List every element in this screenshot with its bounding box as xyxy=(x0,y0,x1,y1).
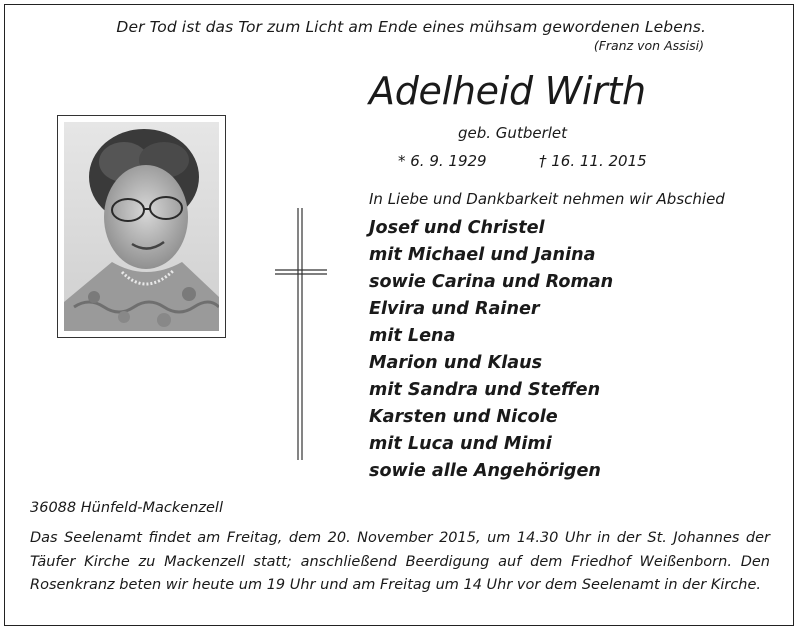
mourners-list xyxy=(369,215,613,485)
mourner-line: Josef und Christel xyxy=(369,218,545,238)
portrait-photo-frame xyxy=(57,115,226,338)
mourner-line: mit Michael und Janina xyxy=(369,245,596,265)
birth-date: * 6. 9. 1929 xyxy=(398,152,487,170)
address: 36088 Hünfeld-Mackenzell xyxy=(30,500,223,516)
death-date: † 16. 11. 2015 xyxy=(539,152,647,170)
mourner-line: mit Lena xyxy=(369,326,456,346)
funeral-notice: Das Seelenamt findet am Freitag, dem 20. November 2015, um 14.30 Uhr in der St. Johannes der Täufer Kirche zu Mackenzell statt; anschließend Beerdigung auf dem Friedhof Weißenborn. Den Rosenkranz beten wir heute um 19 Uhr und am Freitag um 14 Uhr vor dem Seelenamt in der Kirche. xyxy=(30,530,770,593)
quote xyxy=(116,17,706,36)
deceased-name: Adelheid Wirth xyxy=(369,69,646,113)
mourner-line: Elvira und Rainer xyxy=(369,299,540,319)
quote-text: Der Tod ist das Tor zum Licht am Ende eines mühsam gewordenen Lebens. xyxy=(116,18,706,36)
mourner-line: mit Sandra und Steffen xyxy=(369,380,601,400)
cross-icon xyxy=(275,208,327,460)
maiden-name: geb. Gutberlet xyxy=(458,124,568,142)
portrait-photo xyxy=(64,122,219,331)
mourner-line: sowie alle Angehörigen xyxy=(369,461,601,481)
mourner-line: mit Luca und Mimi xyxy=(369,434,552,454)
mourner-line: Karsten und Nicole xyxy=(369,407,558,427)
quote-author: (Franz von Assisi) xyxy=(593,38,704,53)
farewell-text: In Liebe und Dankbarkeit nehmen wir Abschied xyxy=(369,190,725,208)
mourner-line: sowie Carina und Roman xyxy=(369,272,614,292)
mourner-line: Marion und Klaus xyxy=(369,353,543,373)
